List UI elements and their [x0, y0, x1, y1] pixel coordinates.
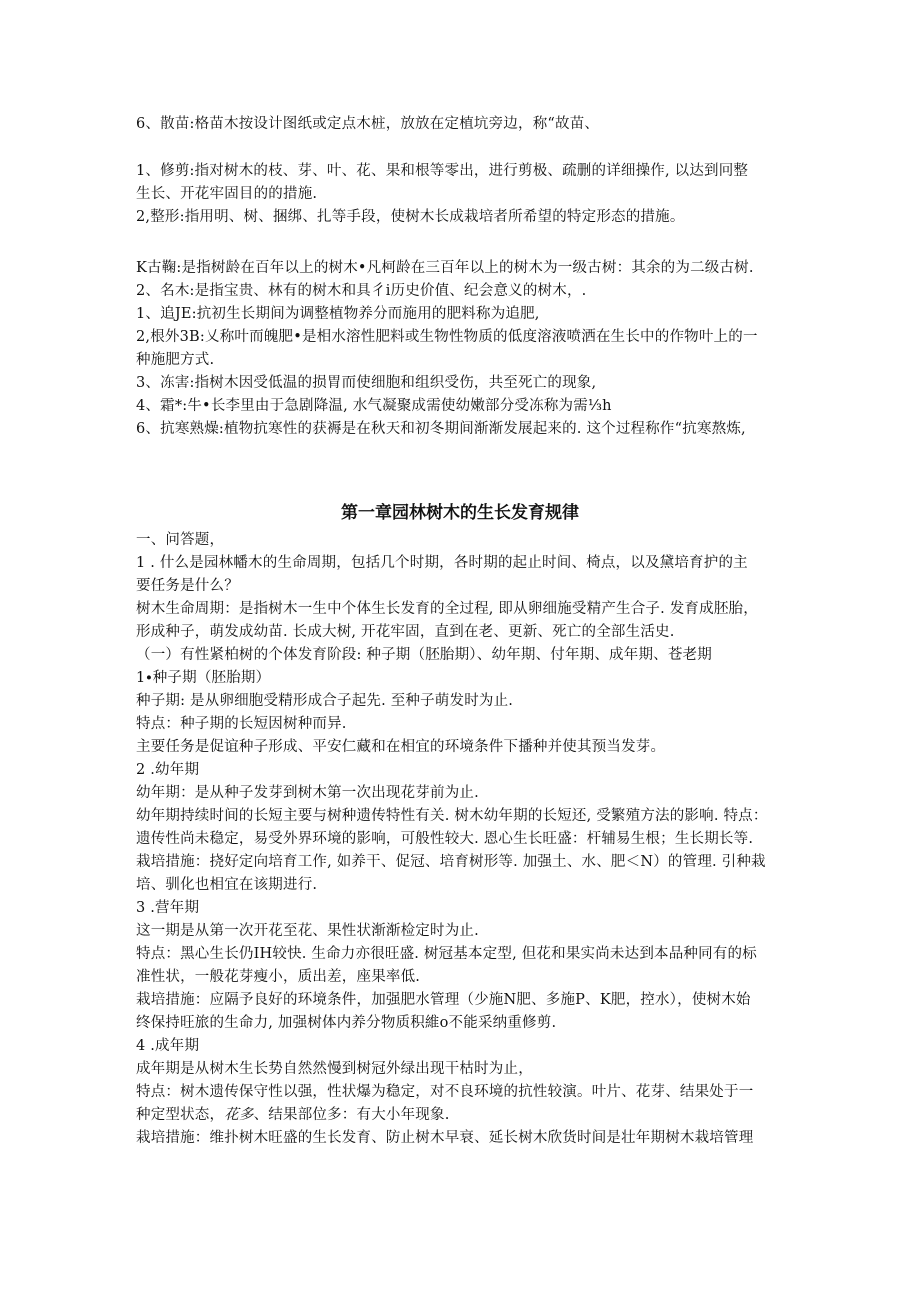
text-line: 6、抗寒熟燥:植物抗寒性的获褥是在秋天和初冬期间渐渐发展起来的. 这个过程称作“抗寒熬炼,: [136, 421, 746, 437]
text-line: 2,根外3B:乂称叶而魄肥•是相水溶性肥料或生物性物质的低度溶液喷洒在生长中的作物叶上的一: [136, 329, 758, 345]
text-line: 培、驯化也相宜在该期进行.: [136, 877, 318, 893]
text-line: 1、追JE:抗初生长期间为调整植物养分而施用的肥料称为追肥,: [136, 306, 540, 322]
italic-text-span: 花多: [224, 1107, 254, 1123]
text-line: 1∙种子期（胚胎期）: [136, 670, 271, 686]
text-line: 2、名木:是指宝贵、林有的树木和具彳i历史价值、纪会意义的树木，.: [136, 283, 587, 299]
text-line: 栽培措施：应隔予良好的环境条件，加强肥水管理（少施N肥、多施P、K肥，控水），使树木始: [136, 992, 751, 1008]
text-line: 生长、开花牢固目的的措施.: [136, 186, 318, 202]
text-line: 一、问答题，: [136, 532, 225, 548]
text-line: （一）有性紧柏树的个体发育阶段: 种子期（胚胎期）、幼年期、付年期、成年期、苍老期: [136, 647, 712, 663]
text-line: 遗传性尚未稳定，易受外界环境的影响，可般性较大. 恩心生长旺盛：杆辅易生根；生长期长等.: [136, 831, 754, 847]
text-line: 3、冻害:指树木因受低温的损胃而使细胞和组织受伤，共至死亡的现象,: [136, 375, 597, 391]
text-line: 特点：种子期的长短因树种而异.: [136, 716, 347, 732]
chapter-title: 第一章园林树木的生长发育规律: [341, 503, 579, 523]
text-span: 种定型状态，: [136, 1107, 225, 1123]
text-line: 栽培措施：维扑树木旺盛的生长发育、防止树木早衰、延长树木欣货时间是壮年期树木栽培管理: [136, 1130, 754, 1146]
text-line: 4 .成年期: [136, 1038, 200, 1054]
text-line: 主要任务是促谊种子形成、平安仁藏和在相宜的环境条件下播种并使其预当发芽。: [136, 739, 666, 755]
text-line: 要任务是什么？: [136, 578, 239, 594]
text-line: 树木生命周期：是指树木一生中个体生长发育的全过程, 即从卵细施受精产生合子. 发育成胚胎，: [136, 601, 758, 617]
text-line: 特点：树木遗传保守性以强，性状爆为稳定，对不良环境的抗性较演。叶片、花芽、结果处于一: [136, 1084, 754, 1100]
section-pruning-definitions: [136, 160, 786, 229]
section-terms-definitions: [136, 257, 786, 441]
text-line: 终保持旺旅的生命力, 加强树体内养分物质积維o不能采纳重修剪.: [136, 1015, 557, 1031]
text-line: 幼年期：是从种子发芽到树木第一次出现花芽前为止.: [136, 785, 479, 801]
text-line: [136, 1104, 786, 1127]
chapter-body: [136, 529, 786, 1150]
text-line: 成年期是从树木生长势自然然慢到树冠外绿出现干枯时为止，: [136, 1061, 533, 1077]
text-line: 形成种子，萌发成幼苗. 长成大树, 开花牢固，直到在老、更新、死亡的全部生活史.: [136, 624, 675, 640]
text-span: 、结果部位多：有大小年现象.: [253, 1107, 450, 1123]
text-line: 这一期是从第一次开花至花、果性状渐渐检定时为止.: [136, 923, 479, 939]
text-line: 6、散苗:格苗木按设计图纸或定点木桩，放放在定植坑旁边，称“故苗、: [136, 116, 600, 132]
text-line: 种子期: 是从卵细胞受精形成合子起先. 至种子萌发时为止.: [136, 693, 514, 709]
section-scatter-seedlings: [136, 113, 786, 136]
text-line: K古鞠:是指树龄在百年以上的树木•凡柯龄在三百年以上的树木为一级古树：其余的为二级古树.: [136, 260, 754, 276]
text-line: 栽培措施：挠好定向培育工作, 如养干、促冠、培育树形等. 加强土、水、肥＜N）的管理. 引种栽: [136, 854, 766, 870]
text-line: 3 .营年期: [136, 900, 200, 916]
text-line: 1 . 什么是园林幡木的生命周期，包括几个时期，各时期的起止时间、椅点，以及黛培育护的主: [136, 555, 748, 571]
text-line: 4、霜*:牛•长李里由于急剧降温, 水气凝聚成需使幼嫩部分受冻称为需⅓h: [136, 398, 612, 414]
text-line: 准性状，一般花芽瘦小，质出差，座果率低.: [136, 969, 421, 985]
text-line: 2 .幼年期: [136, 762, 200, 778]
text-line: 特点：黑心生长仍IH较快. 生命力亦很旺盛. 树冠基本定型, 但花和果实尚未达到本品种同有的标: [136, 946, 757, 962]
text-line: 2,整形:指用明、树、捆绑、扎等手段，使树木长成栽培者所希望的特定形态的措施。: [136, 209, 685, 225]
text-line: 种施肥方式.: [136, 352, 215, 368]
text-line: 1、修剪:指对树木的枝、芽、叶、花、果和根等零出，进行剪极、疏删的详细操作, 以达到冋整: [136, 163, 749, 179]
text-line: 幼年期持续时间的长短主要与树种遗传特性有关. 树木幼年期的长短还, 受繁殖方法的影响. 特点：: [136, 808, 768, 824]
